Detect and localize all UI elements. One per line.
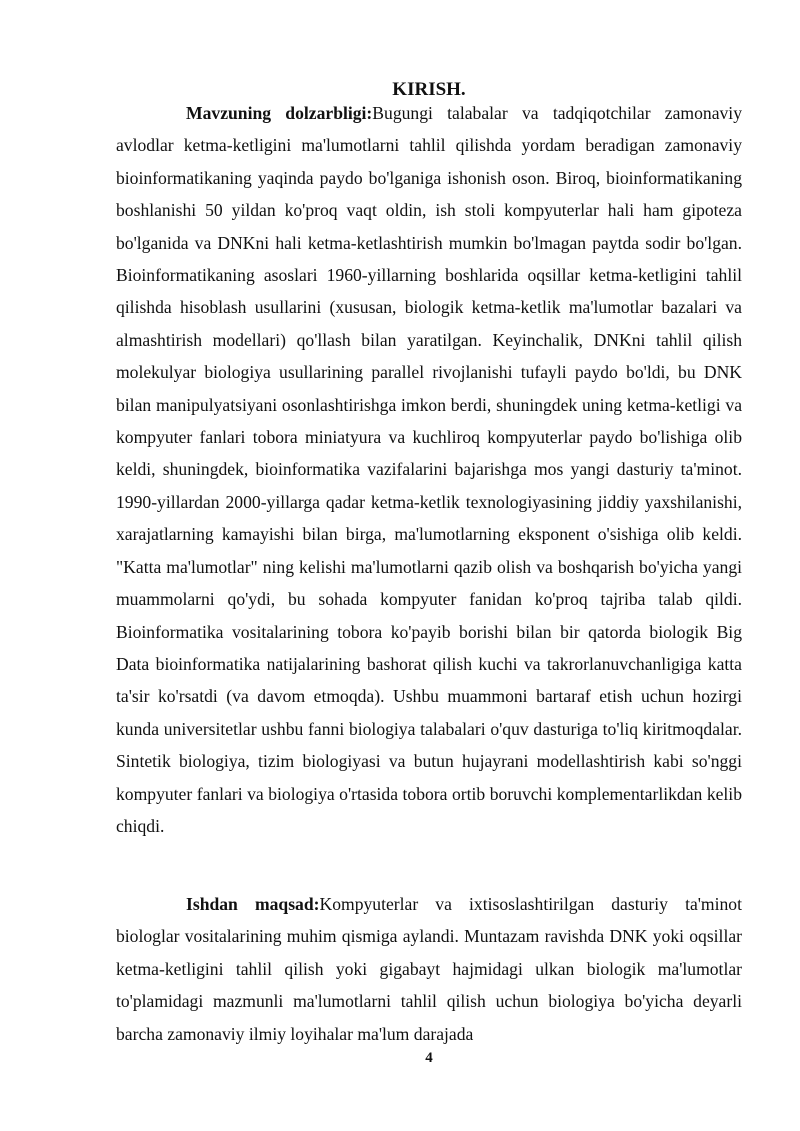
relevance-heading: Mavzuning dolzarbligi: [186, 103, 373, 123]
goal-paragraph [116, 888, 742, 1050]
goal-text: Kompyuterlar va ixtisoslashtirilgan dasturiy ta'minot biologlar vositalarining muhim qismiga aylandi. Muntazam ravishda DNK yoki oqsillar ketma-ketligini tahlil qilish yoki gigabayt hajmidagi ulkan biologik ma'lumotlar to'plamidagi mazmunli ma'lumotlarni tahlil qilish uchun biologiya bo'yicha deyarli barcha zamonaviy ilmiy loyihalar ma'lum darajada [116, 894, 742, 1044]
page-number: 4 [425, 1050, 433, 1066]
relevance-text: Bugungi talabalar va tadqiqotchilar zamonaviy avlodlar ketma-ketligini ma'lumotlarni tahlil qilishda yordam beradigan zamonaviy bioinformatikaning yaqinda paydo bo'lganiga ishonish oson. Biroq, bioinformatikaning boshlanishi 50 yildan ko'proq vaqt oldin, ish stoli kompyuterlar hali ham gipoteza bo'lganida va DNKni hali ketma-ketlashtirish mumkin bo'lmagan paytda sodir bo'lgan. Bioinformatikaning asoslari 1960-yillarning boshlarida oqsillar ketma-ketligini tahlil qilishda hisoblash usullarini (xususan, biologik ketma-ketlik ma'lumotlar bazalari va almashtirish modellari) qo'llash bilan yaratilgan. Keyinchalik, DNKni tahlil qilish molekulyar biologiya usullarining parallel rivojlanishi tufayli paydo bo'ldi, bu DNK bilan manipulyatsiyani osonlashtirishga imkon berdi, shuningdek uning ketma-ketligi va kompyuter fanlari tobora miniatyura va kuchliroq kompyuterlar paydo bo'lishiga olib keldi, shuningdek, bioinformatika vazifalarini bajarishga mos yangi dasturiy ta'minot. 1990-yillardan 2000-yillarga qadar ketma-ketlik texnologiyasining jiddiy yaxshilanishi, xarajatlarning kamayishi bilan birga, ma'lumotlarning eksponent o'sishiga olib keldi. "Katta ma'lumotlar" ning kelishi ma'lumotlarni qazib olish va boshqarish bo'yicha yangi muammolarni qo'ydi, bu sohada kompyuter fanidan ko'proq tajriba talab qildi. Bioinformatika vositalarining tobora ko'payib borishi bilan bir qatorda biologik Big Data bioinformatika natijalarining bashorat qilish kuchi va takrorlanuvchanligiga katta ta'sir ko'rsatdi (va davom etmoqda). Ushbu muammoni bartaraf etish uchun hozirgi kunda universitetlar ushbu fanni biologiya talabalari o'quv dasturiga to'liq kiritmoqdalar. Sintetik biologiya, tizim biologiyasi va butun hujayrani modellashtirish kabi so'nggi kompyuter fanlari va biologiya o'rtasida tobora ortib boruvchi komplementarlikdan kelib chiqdi. [116, 103, 742, 836]
document-page [116, 0, 742, 1131]
relevance-paragraph [116, 97, 742, 842]
document-title: KIRISH. [392, 79, 466, 100]
goal-heading: Ishdan maqsad: [186, 894, 320, 914]
